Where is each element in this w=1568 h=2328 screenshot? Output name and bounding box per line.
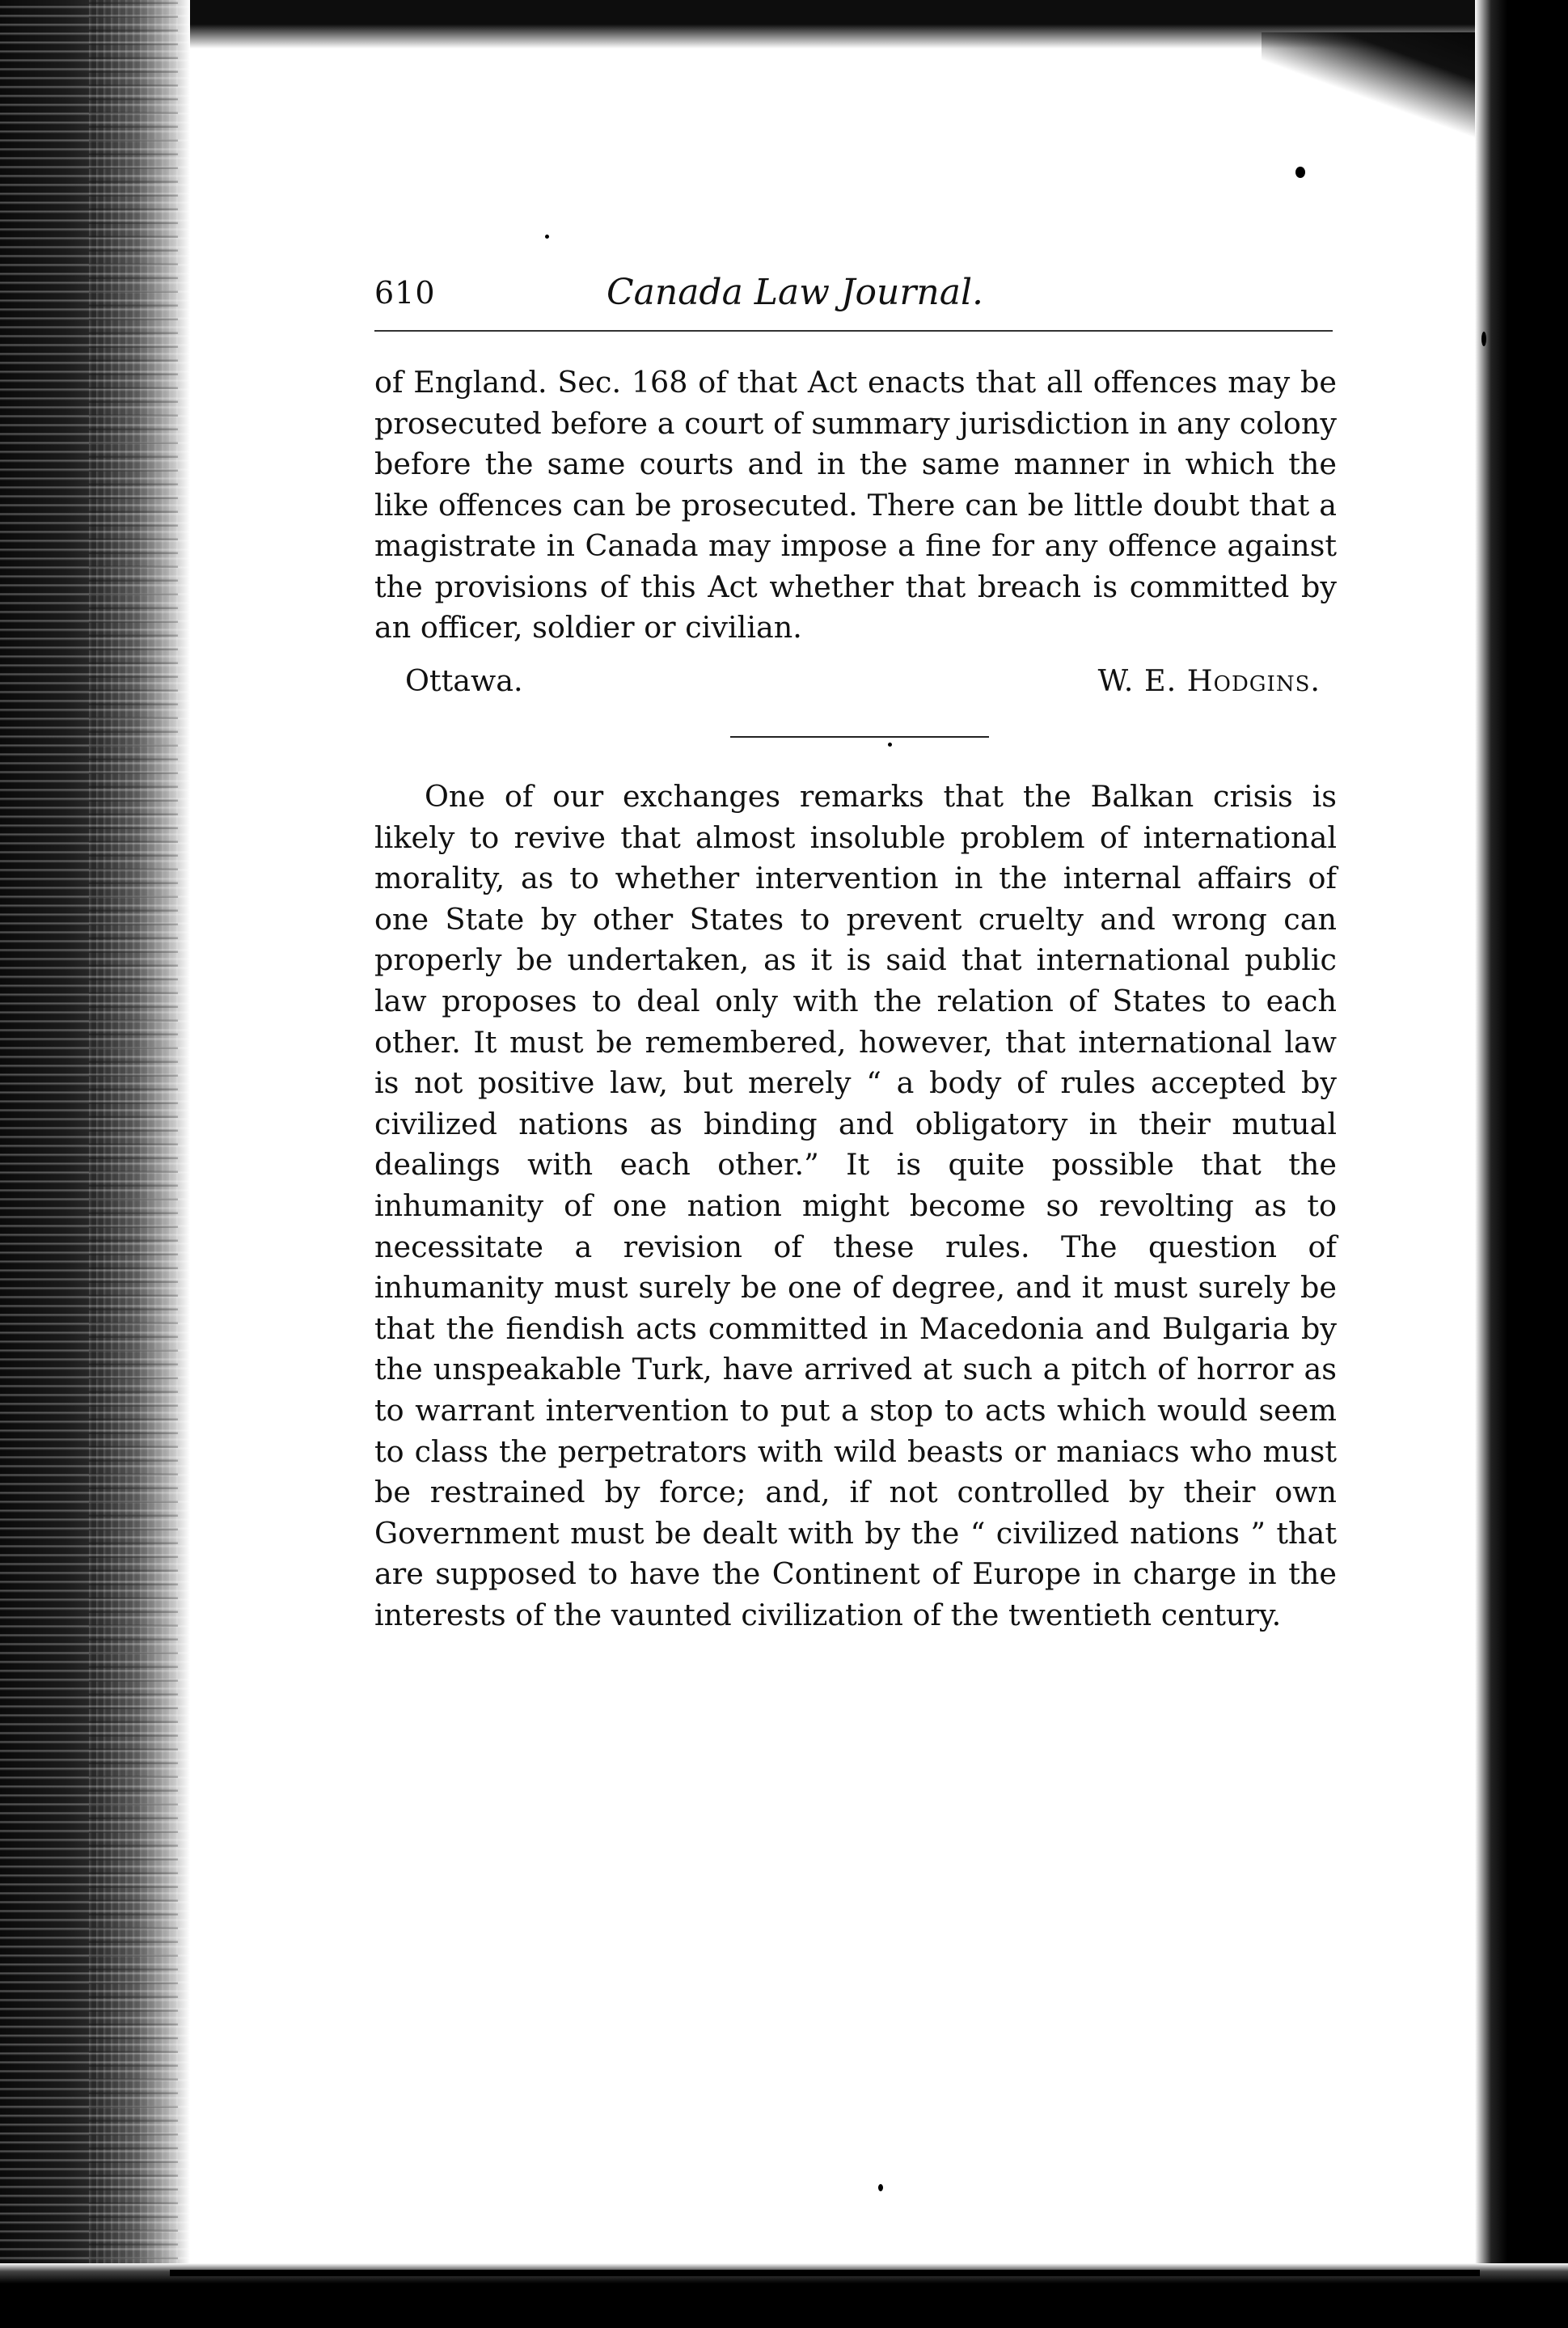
signoff-author: W. E. Hodgins.: [1097, 663, 1321, 698]
scan-bottom-rule: [170, 2270, 1480, 2276]
scan-speck: [1295, 167, 1305, 178]
paragraph: of England. Sec. 168 of that Act enacts that all offences may be prosecuted before a court of summary jurisdiction in any colony before the same courts and in the same manner in which the like offences can be prosecuted. There can be little doubt that a magistrate in Canada may impose a fine for any offence against the provisions of this Act whether that breach is committed by an officer, soldier or civilian.: [374, 365, 1337, 645]
page-number: 610: [374, 275, 436, 311]
signoff: [374, 663, 1337, 705]
section-divider: [730, 736, 989, 738]
scan-speck: [878, 2184, 883, 2191]
scan-speck: [1481, 332, 1486, 346]
document-page: [374, 267, 1337, 1642]
continued-text: [374, 362, 1337, 649]
article-paragraph: One of our exchanges remarks that the Balkan crisis is likely to revive that almost insoluble problem of international morality, as to whether intervention in the internal affairs of one State by other States to prevent cruelty and wrong can properly be undertaken, as it is said that international public law proposes to deal only with the relation of States to each other. It must be remembered, however, that international law is not positive law, but merely “ a body of rules accepted by civilized nations as binding and obligatory in their mutual dealings with each other.” It is quite possible that the inhumanity of one nation might become so revolting as to necessitate a revision of these rules. The question of inhumanity must surely be one of degree, and it must surely be that the fiendish acts committed in Macedonia and Bulgaria by the unspeakable Turk, have arrived at such a pitch of horror as to warrant intervention to put a stop to acts which would seem to class the perpetrators with wild beasts or maniacs who must be restrained by force; and, if not controlled by their own Government must be dealt with by the “ civilized nations ” that are supposed to have the Continent of Europe in charge in the interests of the vaunted civilization of the twentieth century.: [374, 779, 1337, 1632]
scan-right-edge: [1475, 0, 1568, 2328]
scan-speck: [545, 235, 549, 239]
article: [374, 777, 1337, 1636]
signoff-place: Ottawa.: [405, 663, 523, 698]
scan-left-edge-texture: [89, 0, 178, 2328]
journal-title: Canada Law Journal.: [606, 272, 984, 313]
header-rule: [374, 330, 1333, 332]
page-header: [374, 267, 1337, 332]
